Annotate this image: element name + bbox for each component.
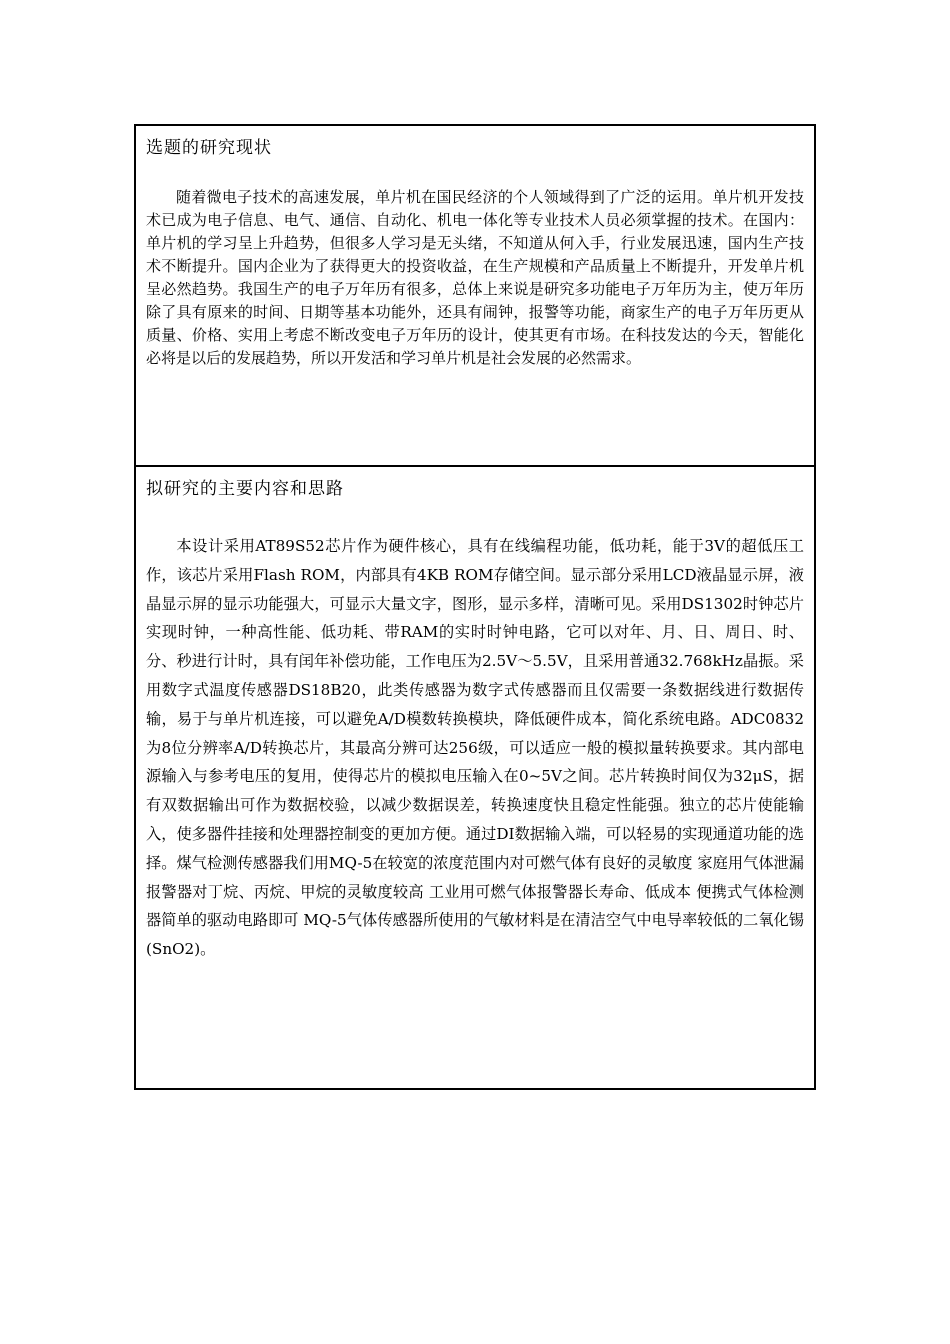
section-body: 本设计采用AT89S52芯片作为硬件核心，具有在线编程功能，低功耗，能于3V的超低压工作，该芯片采用Flash ROM，内部具有4KB ROM存储空间。显示部分采用LCD液晶显示屏，液晶显示屏的显示功能强大，可显示大量文字，图形，显示多样，清晰可见。采用DS1302时钟芯片实现时钟，一种高性能、低功耗、带RAM的实时时钟电路，它可以对年、月、日、周日、时、分、秒进行计时，具有闰年补偿功能，工作电压为2.5V～5.5V，且采用普通32.768kHz晶振。采用数字式温度传感器DS18B20，此类传感器为数字式传感器而且仅需要一条数据线进行数据传输，易于与单片机连接，可以避免A/D模数转换模块，降低硬件成本，简化系统电路。ADC0832为8位分辨率A/D转换芯片，其最高分辨可达256级，可以适应一般的模拟量转换要求。其内部电源输入与参考电压的复用，使得芯片的模拟电压输入在0~5V之间。芯片转换时间仅为32μS，据有双数据输出可作为数据校验，以减少数据误差，转换速度快且稳定性能强。独立的芯片使能输入，使多器件挂接和处理器控制变的更加方便。通过DI数据输入端，可以轻易的实现通道功能的选择。煤气检测传感器我们用MQ-5在较宽的浓度范围内对可燃气体有良好的灵敏度 家庭用气体泄漏报警器对丁烷、丙烷、甲烷的灵敏度较高 工业用可燃气体报警器长寿命、低成本 便携式气体检测器简单的驱动电路即可 MQ-5气体传感器所使用的气敏材料是在清洁空气中电导率较低的二氧化锡(SnO2)。 xyxy=(146,537,804,959)
form-table xyxy=(134,124,816,1090)
section-title: 选题的研究现状 xyxy=(146,138,272,158)
section-research-status xyxy=(136,126,814,465)
section-body: 随着微电子技术的高速发展，单片机在国民经济的个人领域得到了广泛的运用。单片机开发技术已成为电子信息、电气、通信、自动化、机电一体化等专业技术人员必须掌握的技术。在国内：单片机的学习呈上升趋势，但很多人学习是无头绪，不知道从何入手，行业发展迅速，国内生产技术不断提升。国内企业为了获得更大的投资收益，在生产规模和产品质量上不断提升，开发单片机呈必然趋势。我国生产的电子万年历有很多，总体上来说是研究多功能电子万年历为主，使万年历除了具有原来的时间、日期等基本功能外，还具有闹钟，报警等功能，商家生产的电子万年历更从质量、价格、实用上考虑不断改变电子万年历的设计，使其更有市场。在科技发达的今天，智能化必将是以后的发展趋势，所以开发活和学习单片机是社会发展的必然需求。 xyxy=(146,188,804,367)
section-title: 拟研究的主要内容和思路 xyxy=(146,479,344,499)
section-main-content xyxy=(136,465,814,1088)
